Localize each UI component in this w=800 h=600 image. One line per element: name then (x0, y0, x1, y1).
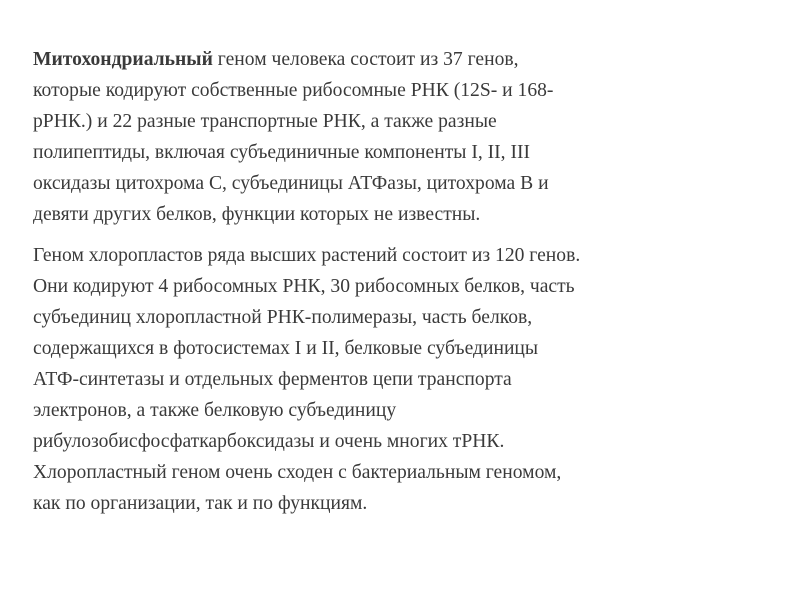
paragraph-line: Геном хлоропластов ряда высших растений состоит из 120 генов. (33, 244, 581, 266)
paragraph-chloroplast-genome (33, 240, 773, 520)
paragraph-line: АТФ-синтетазы и отдельных ферментов цепи транспорта (33, 368, 512, 390)
paragraph-line: полипептиды, включая субъединичные компоненты I, II, III (33, 142, 531, 164)
paragraph-line: оксидазы цитохрома С, субъединицы АТФазы, цитохрома В и (33, 173, 549, 195)
paragraph-line: электронов, а также белковую субъединицу (33, 400, 397, 422)
paragraph-line: Хлоропластный геном очень сходен с бактериальным геномом, (33, 462, 562, 484)
paragraph-line: рРНК.) и 22 разные транспортные РНК, а также разные (33, 111, 497, 133)
text-block (33, 44, 773, 519)
paragraph-line: Они кодируют 4 рибосомных РНК, 30 рибосомных белков, часть (33, 275, 575, 297)
paragraph-line: девяти других белков, функции которых не известны. (33, 204, 481, 226)
paragraph-line: содержащихся в фотосистемах I и II, белковые субъединицы (33, 337, 539, 359)
paragraph-line: рибулозобисфосфаткарбоксидазы и очень многих тРНК. (33, 431, 505, 453)
line-text: геном человека состоит из 37 генов, (212, 49, 519, 70)
paragraph-line: которые кодируют собственные рибосомные РНК (12S- и 168- (33, 80, 554, 102)
paragraph-line: как по организации, так и по функциям. (33, 493, 368, 515)
paragraph-mitochondrial-genome (33, 44, 773, 231)
bold-term: Митохондриальный (33, 49, 213, 70)
paragraph-line (33, 44, 773, 75)
paragraph-line: субъединиц хлоропластной РНК-полимеразы, часть белков, (33, 306, 533, 328)
